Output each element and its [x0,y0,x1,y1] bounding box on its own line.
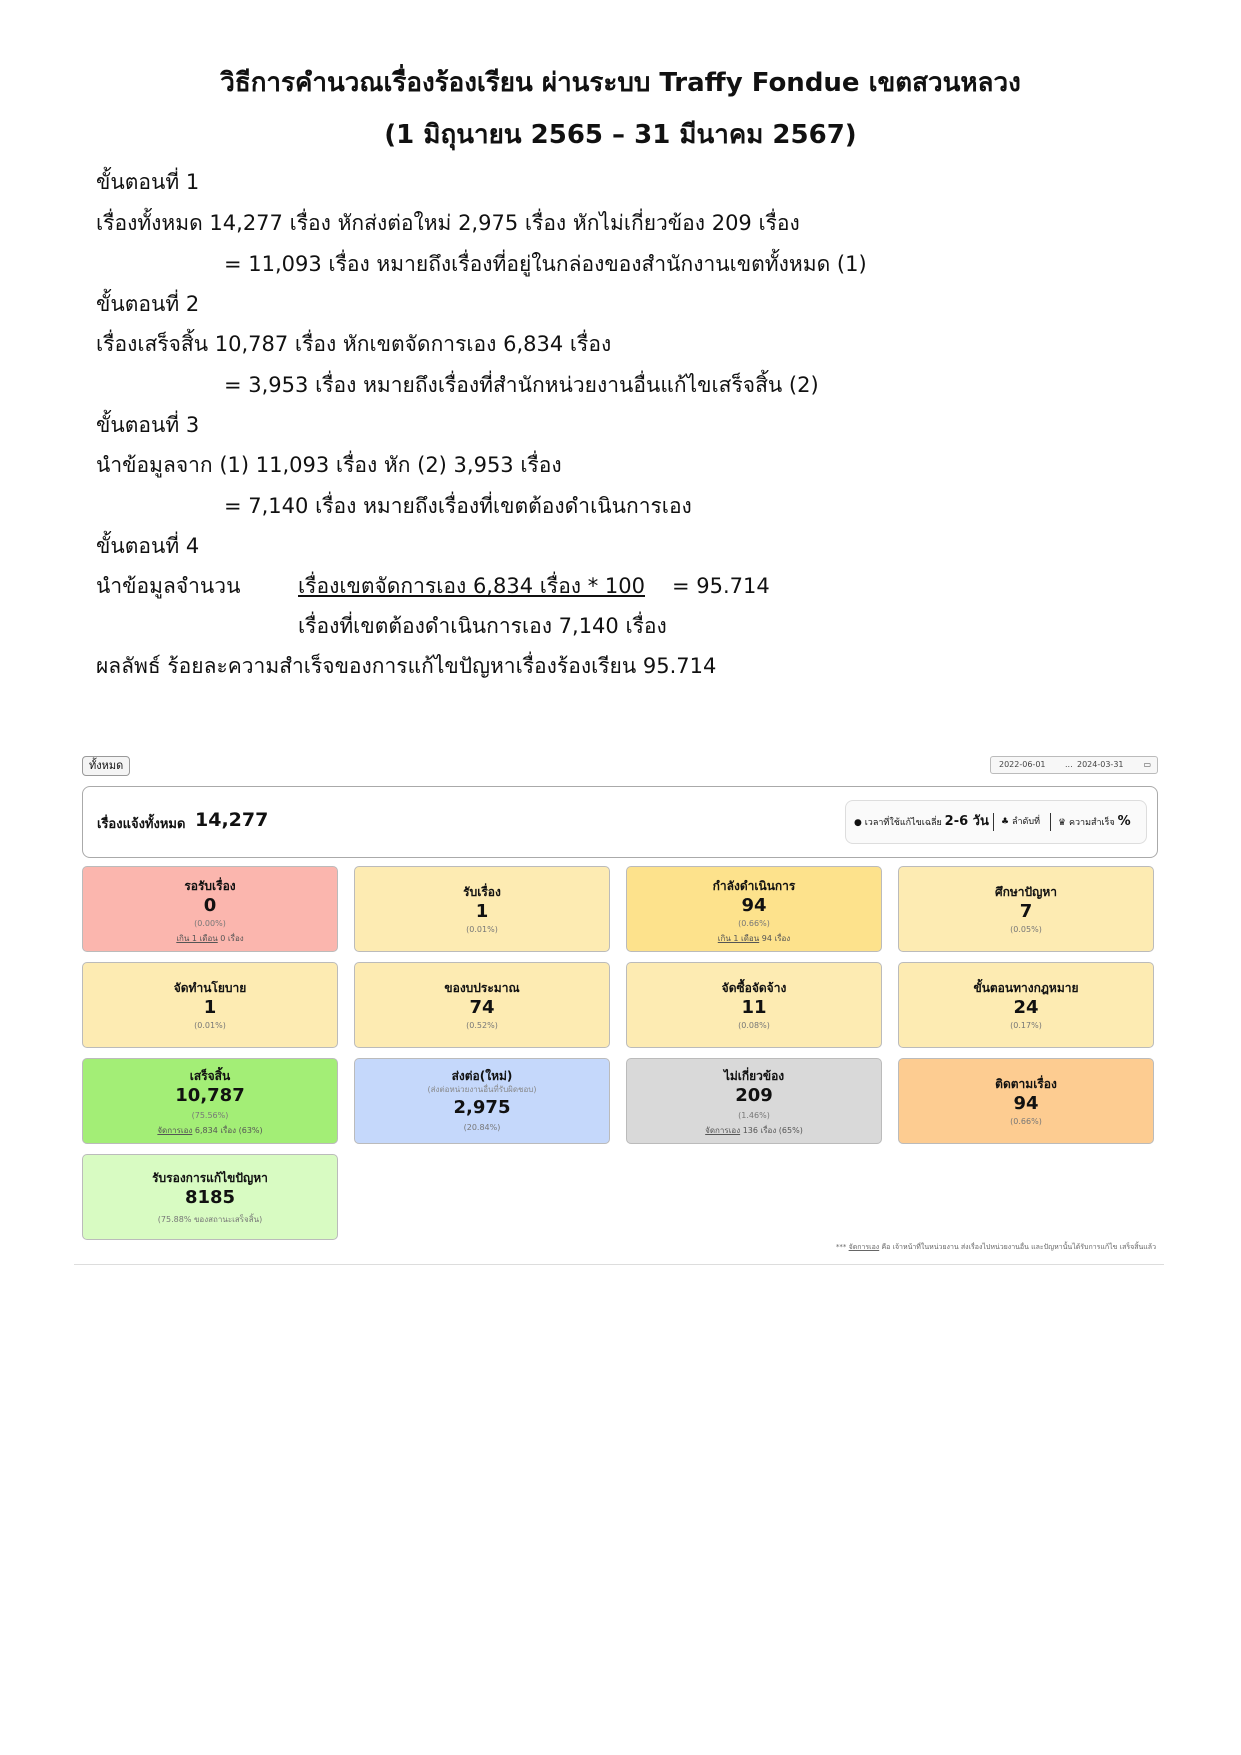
avg-time-stat [854,801,989,844]
divider [993,813,994,831]
card-title: จัดทำนโยบาย [173,981,247,995]
status-card-policy[interactable] [82,962,338,1048]
step3-heading: ขั้นตอนที่ 3 [96,413,200,437]
step4-denominator: เรื่องที่เขตต้องดำเนินการเอง 7,140 เรื่อง [298,614,667,638]
rank-label: ลำดับที่ [1011,817,1041,827]
card-subtext-value: 94 เรื่อง [761,934,791,943]
date-from: 2022-06-01 [999,760,1046,769]
card-percent: (0.01%) [194,1021,226,1030]
card-value: 8185 [184,1187,236,1208]
calendar-icon[interactable]: ▭ [1143,760,1151,769]
dashboard-screenshot [80,752,1160,1272]
card-value: 7 [1019,901,1033,922]
card-title: ของบประมาณ [444,981,520,995]
step3-text: นำข้อมูลจาก (1) 11,093 เรื่อง หัก (2) 3,953 เรื่อง [96,453,562,477]
card-title: จัดซื้อจัดจ้าง [721,981,787,995]
footnote-text: คือ เจ้าหน้าที่ในหน่วยงาน ส่งเรื่องไปหน่วยงานอื่น และปัญหานั้นได้รับการแก้ไข เสร็จสิ้นแล้ว [881,1243,1156,1251]
card-title: กำลังดำเนินการ [712,879,796,893]
card-title: รับรองการแก้ไขปัญหา [152,1171,268,1185]
step1-heading: ขั้นตอนที่ 1 [96,170,200,194]
card-percent: (0.00%) [194,919,226,928]
status-card-accepted[interactable] [354,866,610,952]
card-subtext-link[interactable]: เกิน 1 เดือน [717,934,760,943]
card-value: 94 [1013,1093,1039,1114]
status-card-forward[interactable] [354,1058,610,1144]
card-percent: (75.88% ของสถานะเสร็จสิ้น) [157,1215,263,1224]
all-filter-button[interactable]: ทั้งหมด [82,756,130,776]
step4-heading: ขั้นตอนที่ 4 [96,534,200,558]
card-value: 0 [203,895,217,916]
step4-numerator: เรื่องเขตจัดการเอง 6,834 เรื่อง * 100 [298,574,645,598]
card-percent: (0.66%) [1010,1117,1042,1126]
card-value: 1 [203,997,217,1018]
card-value: 10,787 [175,1085,245,1106]
card-value: 74 [469,997,495,1018]
step4-equals: = 95.714 [672,574,770,598]
avg-time-label: เวลาที่ใช้แก้ไขเฉลี่ย [864,818,942,828]
step1-text: เรื่องทั้งหมด 14,277 เรื่อง หักส่งต่อใหม่ 2,975 เรื่อง หักไม่เกี่ยวข้อง 209 เรื่อง [96,211,800,235]
stats-pill [845,800,1147,844]
card-percent: (75.56%) [191,1111,229,1120]
card-value: 1 [475,901,489,922]
card-percent: (0.66%) [738,919,770,928]
card-title: ส่งต่อ(ใหม่) [451,1069,513,1083]
card-percent: (0.52%) [466,1021,498,1030]
document-title: วิธีการคำนวณเรื่องร้องเรียน ผ่านระบบ Traffy Fondue เขตสวนหลวง [220,68,1021,98]
card-percent: (20.84%) [463,1123,501,1132]
footnote-prefix: *** [835,1243,847,1251]
date-range-picker[interactable] [990,756,1158,774]
card-value: 209 [735,1085,773,1106]
status-card-follow-up[interactable] [898,1058,1154,1144]
divider-line [74,1264,1164,1265]
status-card-done[interactable] [82,1058,338,1144]
status-card-waiting[interactable] [82,866,338,952]
step2-heading: ขั้นตอนที่ 2 [96,292,200,316]
card-subtext [627,1124,881,1137]
result-text: ผลลัพธ์ ร้อยละความสำเร็จของการแก้ไขปัญหาเรื่องร้องเรียน 95.714 [96,654,717,678]
document-date-range: (1 มิถุนายน 2565 – 31 มีนาคม 2567) [384,120,857,150]
card-subtext-value: 136 เรื่อง (65%) [742,1126,803,1135]
success-stat [1058,801,1131,844]
step2-result: = 3,953 เรื่อง หมายถึงเรื่องที่สำนักหน่วยงานอื่นแก้ไขเสร็จสิ้น (2) [224,373,819,397]
person-icon: ● [854,818,862,828]
card-title: ขั้นตอนทางกฎหมาย [973,981,1079,995]
footnote-term: จัดการเอง [848,1243,880,1251]
card-value: 2,975 [453,1097,511,1118]
summary-panel [82,786,1158,858]
card-value: 94 [741,895,767,916]
status-card-procurement[interactable] [626,962,882,1048]
card-subtext-link[interactable]: จัดการเอง [157,1126,193,1135]
card-percent: (0.08%) [738,1021,770,1030]
date-separator: ... [1065,760,1073,769]
card-title: ติดตามเรื่อง [995,1077,1057,1091]
summary-value: 14,277 [195,809,269,831]
footnote [836,1242,1156,1253]
success-value: % [1117,814,1131,829]
card-title: รอรับเรื่อง [184,879,236,893]
status-card-in-progress[interactable] [626,866,882,952]
org-chart-icon: ♣ [1001,817,1010,827]
rank-stat [1001,801,1040,843]
step4-label: นำข้อมูลจำนวน [96,574,241,598]
step1-result: = 11,093 เรื่อง หมายถึงเรื่องที่อยู่ในกล่องของสำนักงานเขตทั้งหมด (1) [224,252,867,276]
card-subtext-link[interactable]: จัดการเอง [705,1126,741,1135]
card-subtext-value: 0 เรื่อง [220,934,244,943]
status-card-unrelated[interactable] [626,1058,882,1144]
card-subtext [83,932,337,945]
card-value: 11 [741,997,767,1018]
step3-result: = 7,140 เรื่อง หมายถึงเรื่องที่เขตต้องดำเนินการเอง [224,494,692,518]
card-title: ศึกษาปัญหา [994,885,1058,899]
card-subtext [83,1124,337,1137]
card-note: (ส่งต่อหน่วยงานอื่นที่รับผิดชอบ) [427,1085,537,1094]
success-label: ความสำเร็จ [1068,818,1115,828]
status-card-legal[interactable] [898,962,1154,1048]
status-card-study[interactable] [898,866,1154,952]
divider [1050,813,1051,831]
summary-label: เรื่องแจ้งทั้งหมด [97,817,186,832]
step2-text: เรื่องเสร็จสิ้น 10,787 เรื่อง หักเขตจัดการเอง 6,834 เรื่อง [96,332,612,356]
card-percent: (1.46%) [738,1111,770,1120]
card-subtext-value: 6,834 เรื่อง (63%) [194,1126,263,1135]
card-title: ไม่เกี่ยวข้อง [723,1069,785,1083]
status-card-certified[interactable] [82,1154,338,1240]
trophy-icon: ♛ [1058,818,1067,828]
date-to: 2024-03-31 [1077,760,1124,769]
card-subtext [627,932,881,945]
card-value: 24 [1013,997,1039,1018]
card-title: รับเรื่อง [463,885,501,899]
card-percent: (0.17%) [1010,1021,1042,1030]
card-percent: (0.05%) [1010,925,1042,934]
card-percent: (0.01%) [466,925,498,934]
card-title: เสร็จสิ้น [189,1069,231,1083]
avg-time-value: 2-6 วัน [944,814,989,829]
card-subtext-link[interactable]: เกิน 1 เดือน [176,934,218,943]
status-card-budget[interactable] [354,962,610,1048]
